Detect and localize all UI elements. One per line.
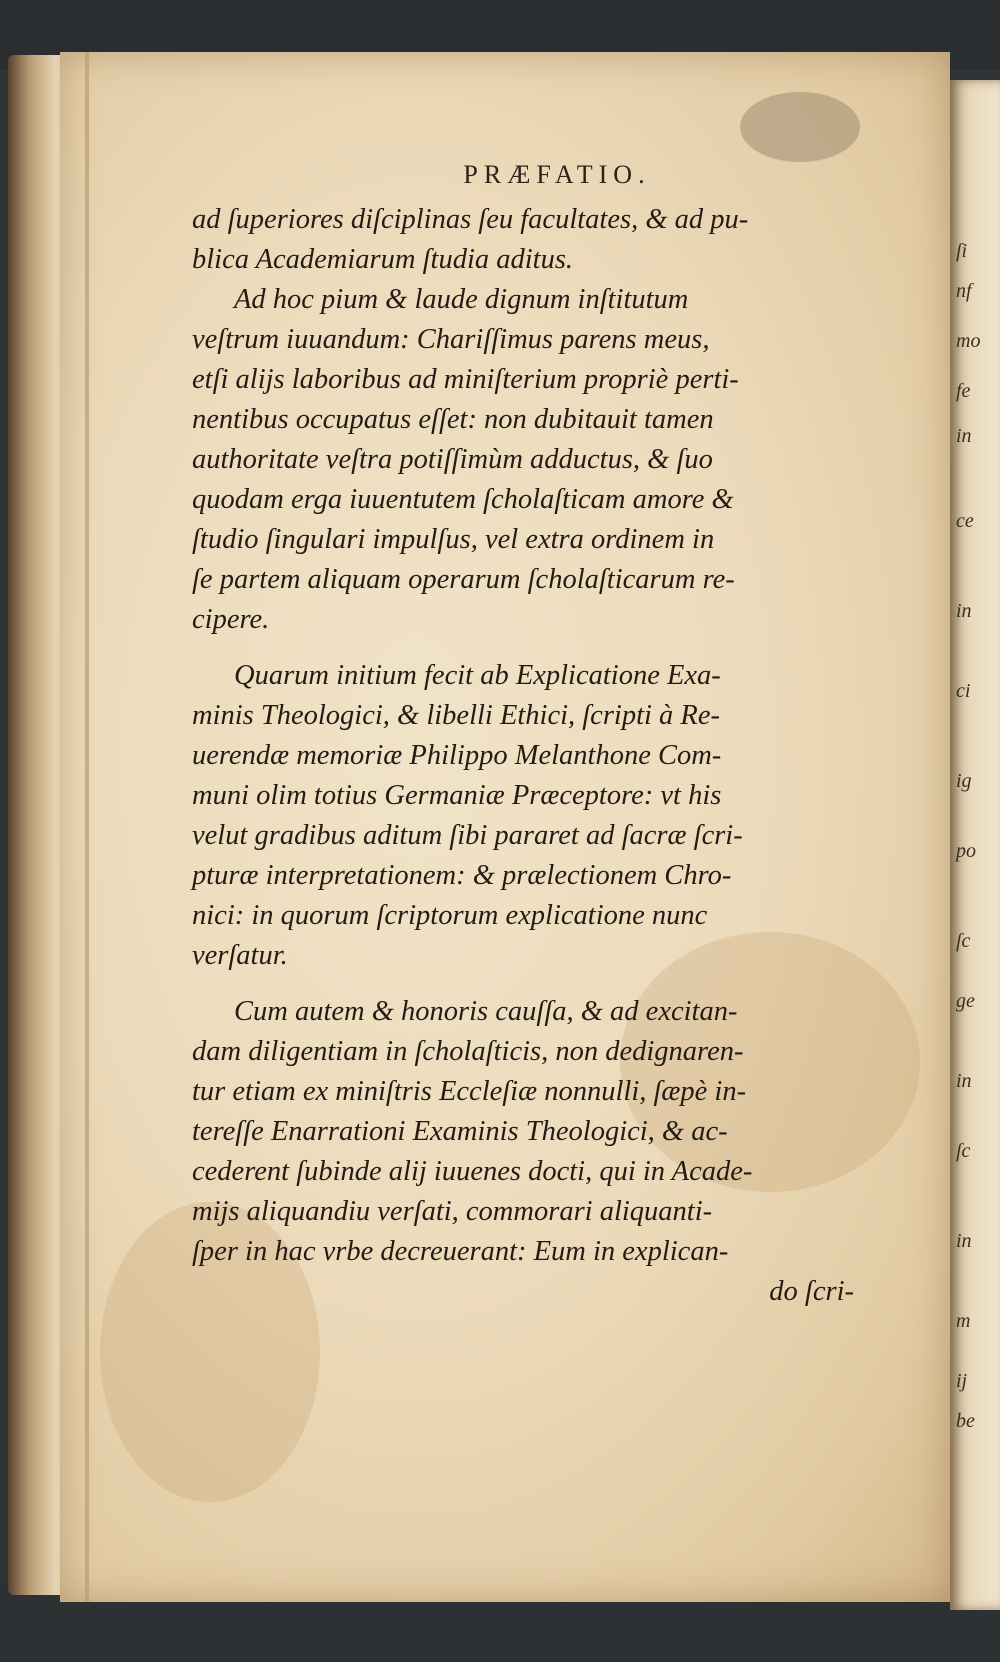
adjacent-fragment: be: [956, 1410, 975, 1432]
adjacent-page-edge: [950, 80, 1000, 1610]
text-line: velut gradibus aditum ſibi pararet ad ſacræ ſcri-: [192, 820, 743, 851]
text-line: dam diligentiam in ſcholaſticis, non dedignaren-: [192, 1036, 744, 1067]
adjacent-fragment: ſc: [956, 1140, 971, 1162]
text-line: etſi alijs laboribus ad miniſterium propriè perti-: [192, 364, 739, 395]
adjacent-fragment: fe: [956, 380, 971, 402]
paragraph-4: [192, 992, 882, 1272]
text-line: ſper in hac vrbe decreuerant: Eum in explican-: [192, 1236, 729, 1267]
text-line: minis Theologici, & libelli Ethici, ſcripti à Re-: [192, 700, 720, 731]
adjacent-fragment: ce: [956, 510, 974, 532]
paragraph-gap: [192, 976, 882, 992]
text-line: ſe partem aliquam operarum ſcholaſticarum re-: [192, 564, 735, 595]
text-line: Cum autem & honoris cauſſa, & ad excitan-: [234, 996, 738, 1027]
adjacent-fragment: in: [956, 1230, 972, 1252]
adjacent-fragment: ſi: [956, 240, 968, 262]
adjacent-fragment: nf: [956, 280, 972, 302]
paragraph-1: [192, 200, 882, 280]
adjacent-fragment: mo: [956, 330, 981, 352]
adjacent-fragment: in: [956, 1070, 972, 1092]
text-line: nentibus occupatus eſſet: non dubitauit tamen: [192, 404, 714, 435]
adjacent-fragment: in: [956, 600, 972, 622]
adjacent-fragment: po: [956, 840, 976, 862]
text-line: nici: in quorum ſcriptorum explicatione nunc: [192, 900, 708, 931]
text-line: muni olim totius Germaniæ Præceptore: vt his: [192, 780, 722, 811]
text-line: pturæ interpretationem: & prælectionem Chro-: [192, 860, 732, 891]
page-gutter-line: [85, 52, 89, 1602]
adjacent-fragment: ig: [956, 770, 972, 792]
text-line: quodam erga iuuentutem ſcholaſticam amore &: [192, 484, 734, 515]
text-line: tereſſe Enarrationi Examinis Theologici, & ac-: [192, 1116, 728, 1147]
text-line: ad ſuperiores diſciplinas ſeu facultates, & ad pu-: [192, 204, 749, 235]
text-line: Ad hoc pium & laude dignum inſtitutum: [234, 284, 689, 315]
adjacent-fragment: in: [956, 425, 972, 447]
text-line: verſatur.: [192, 940, 288, 971]
paragraph-2: [192, 280, 882, 640]
catchword: do ſcri-: [769, 1276, 854, 1307]
adjacent-fragment: ge: [956, 990, 975, 1012]
adjacent-fragment: ci: [956, 680, 971, 702]
text-line: cipere.: [192, 604, 270, 635]
adjacent-fragment: m: [956, 1310, 971, 1332]
text-line: mijs aliquandiu verſati, commorari aliquanti-: [192, 1196, 713, 1227]
text-line: cederent ſubinde alij iuuenes docti, qui in Acade-: [192, 1156, 753, 1187]
running-head: PRÆFATIO.: [463, 160, 651, 189]
text-line: authoritate veſtra potiſſimùm adductus, & ſuo: [192, 444, 713, 475]
page-damage: [740, 92, 860, 162]
text-line: tur etiam ex miniſtris Eccleſiæ nonnulli, ſæpè in-: [192, 1076, 747, 1107]
adjacent-fragment: ij: [956, 1370, 968, 1392]
text-line: Quarum initium fecit ab Explicatione Exa-: [234, 660, 721, 691]
text-line: ſtudio ſingulari impulſus, vel extra ordinem in: [192, 524, 715, 555]
text-line: uerendæ memoriæ Philippo Melanthone Com-: [192, 740, 722, 771]
text-line: veſtrum iuuandum: Chariſſimus parens meus,: [192, 324, 710, 355]
paragraph-gap: [192, 640, 882, 656]
page-text: [192, 160, 882, 1312]
text-line: blica Academiarum ſtudia aditus.: [192, 244, 574, 275]
adjacent-fragment: ſc: [956, 930, 971, 952]
paragraph-3: [192, 656, 882, 976]
